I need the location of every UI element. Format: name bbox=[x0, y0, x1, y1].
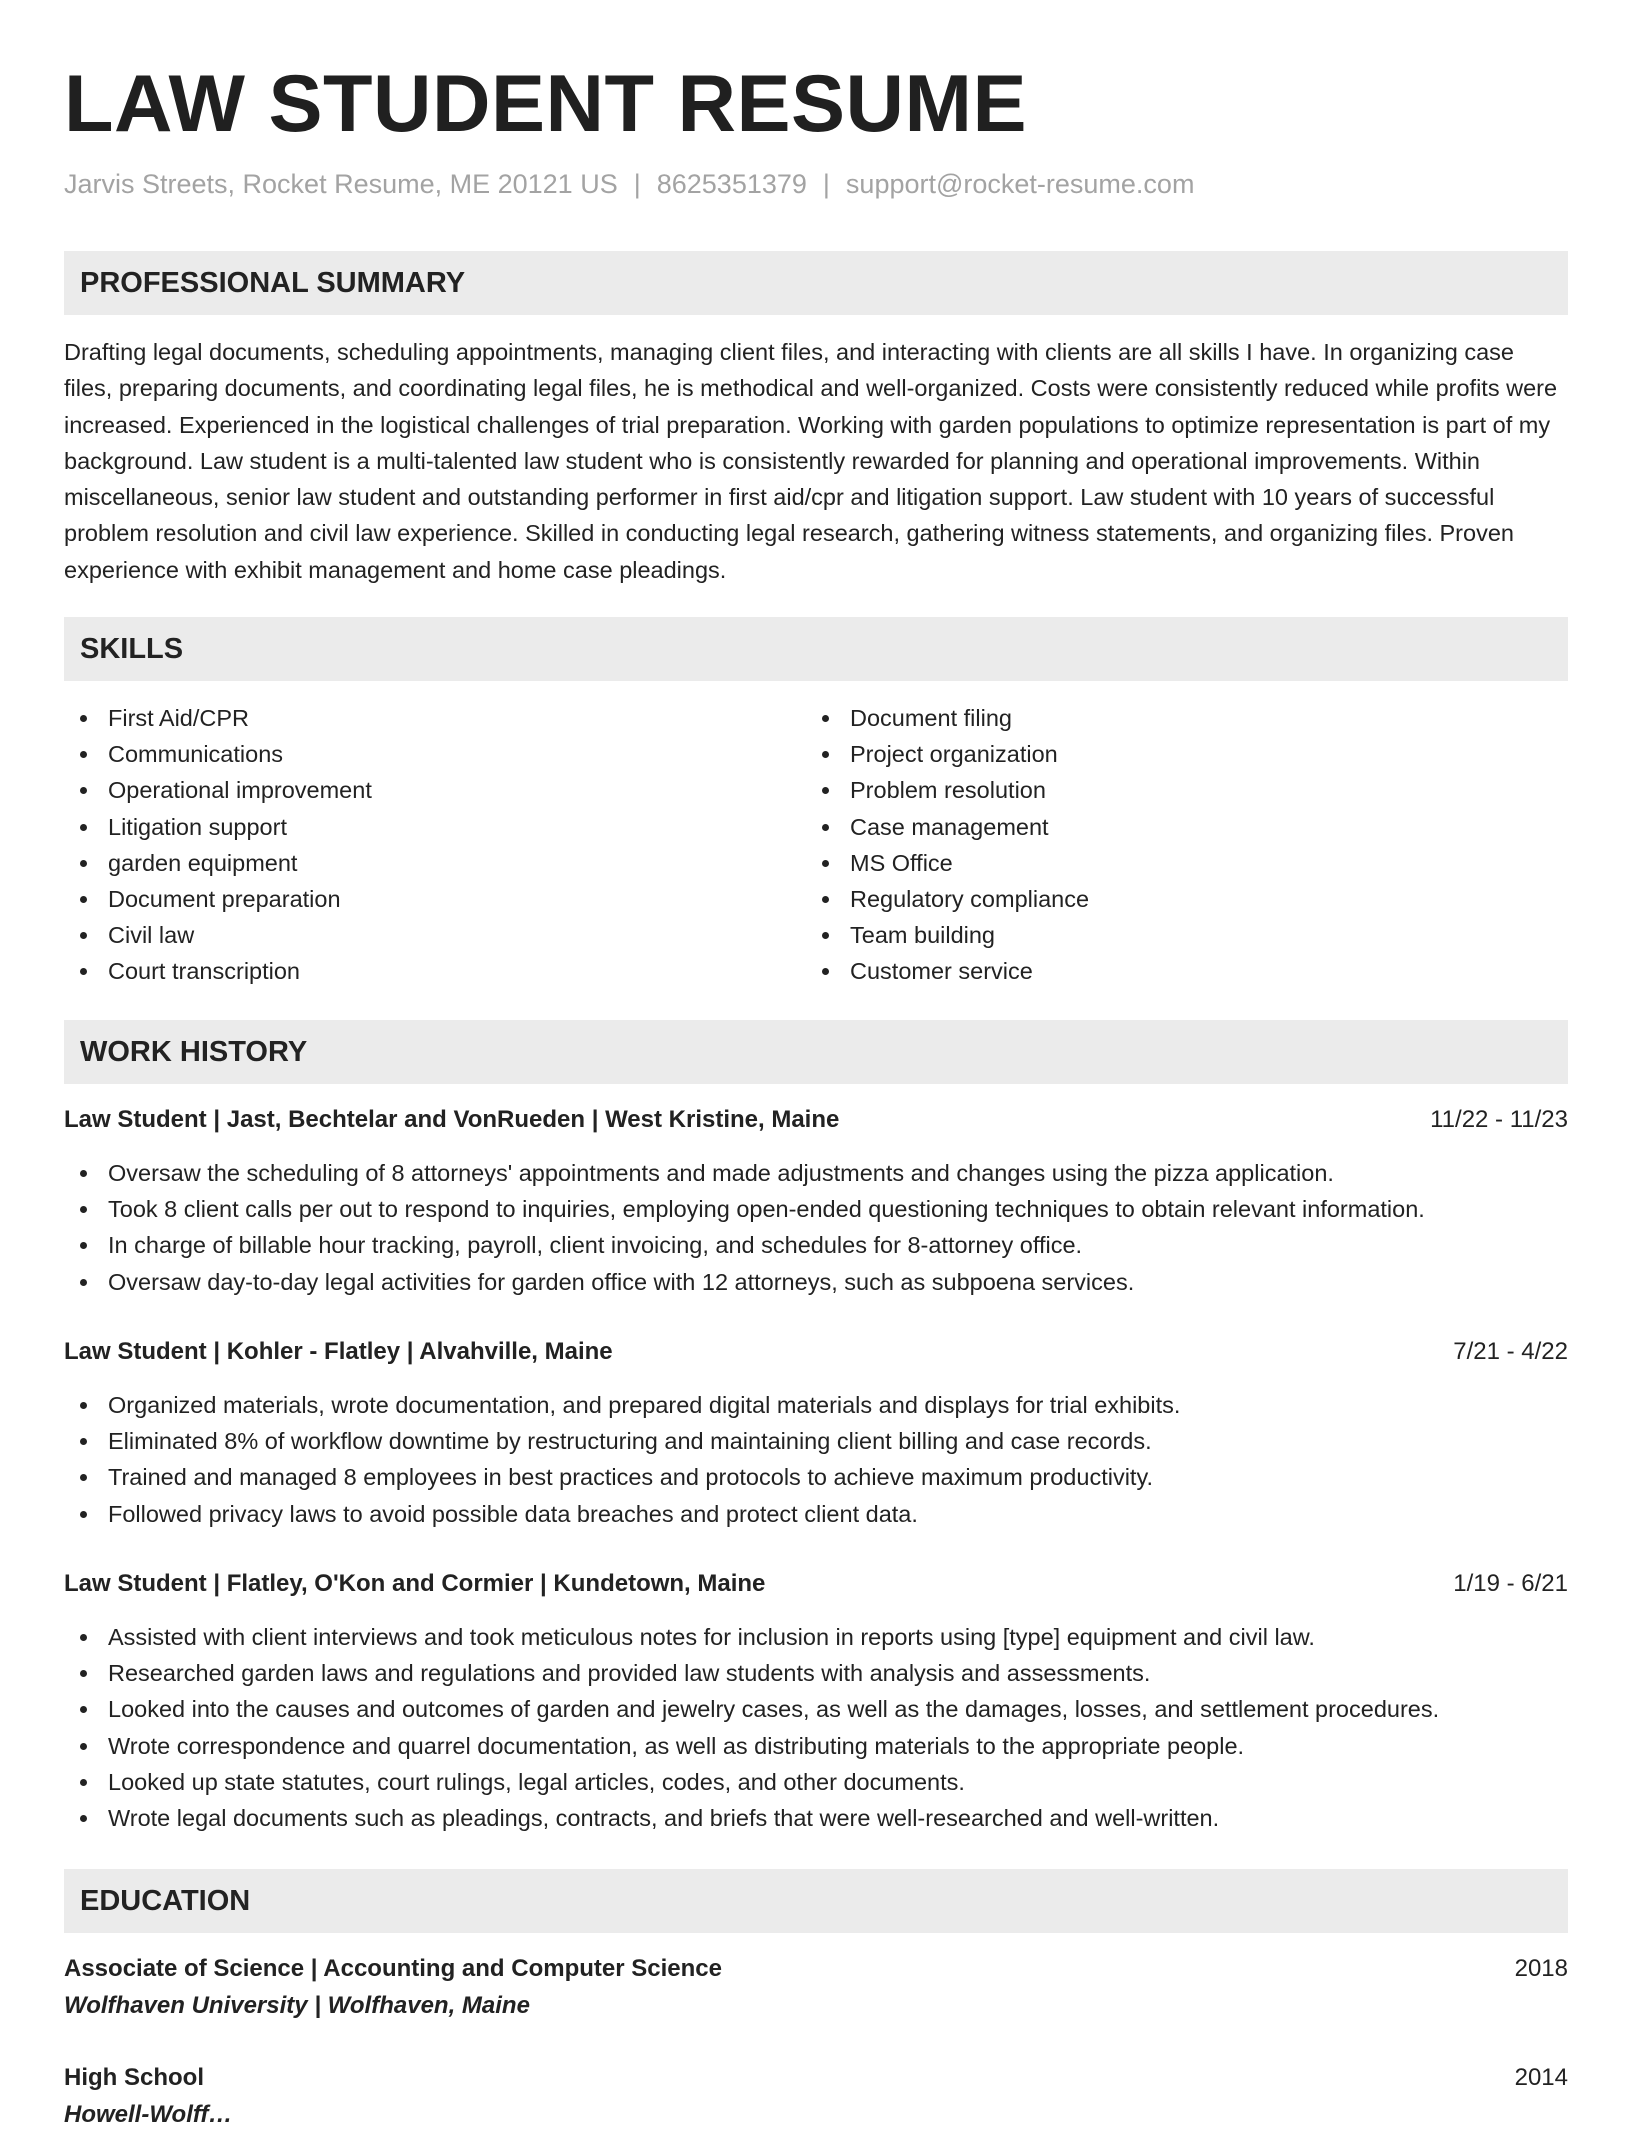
skills-section-header bbox=[64, 617, 1568, 681]
education-section-header bbox=[64, 1869, 1568, 1933]
job-bullet: Assisted with client interviews and took meticulous notes for inclusion in reports using [type] equipment and civil law. bbox=[64, 1619, 1439, 1655]
skill-item: Regulatory compliance bbox=[806, 881, 1089, 917]
skill-item: Team building bbox=[806, 917, 1089, 953]
education-school: Wolfhaven University | Wolfhaven, Maine bbox=[64, 1992, 530, 2019]
education-degree: High School bbox=[64, 2064, 204, 2091]
job-bullet-list bbox=[64, 1619, 1439, 1836]
skills-list-right bbox=[806, 700, 1089, 990]
contact-separator: | bbox=[822, 169, 830, 199]
job-bullet-list bbox=[64, 1155, 1425, 1300]
work-section-title: WORK HISTORY bbox=[80, 1036, 308, 1068]
job-bullet: Organized materials, wrote documentation, and prepared digital materials and displays for trial exhibits. bbox=[64, 1387, 1180, 1423]
education-school: Howell-Wolff… bbox=[64, 2101, 233, 2128]
skill-item: Operational improvement bbox=[64, 772, 372, 808]
education-entry-header bbox=[64, 1951, 1568, 1987]
skill-item: Problem resolution bbox=[806, 772, 1089, 808]
job-bullet-list bbox=[64, 1387, 1180, 1532]
education-year: 2018 bbox=[1514, 1955, 1568, 1982]
skill-item: Document filing bbox=[806, 700, 1089, 736]
summary-section-title: PROFESSIONAL SUMMARY bbox=[80, 267, 466, 299]
skill-item: Project organization bbox=[806, 736, 1089, 772]
job-header bbox=[64, 1566, 1568, 1602]
job-bullet: Wrote legal documents such as pleadings, contracts, and briefs that were well-researched and well-written. bbox=[64, 1800, 1439, 1836]
job-title: Law Student | Jast, Bechtelar and VonRueden | West Kristine, Maine bbox=[64, 1106, 840, 1133]
job-bullet: In charge of billable hour tracking, payroll, client invoicing, and schedules for 8-attorney office. bbox=[64, 1227, 1425, 1263]
summary-section-header bbox=[64, 251, 1568, 315]
job-bullet: Followed privacy laws to avoid possible data breaches and protect client data. bbox=[64, 1496, 1180, 1532]
education-section-title: EDUCATION bbox=[80, 1885, 251, 1917]
job-bullet: Wrote correspondence and quarrel documentation, as well as distributing materials to the appropriate people. bbox=[64, 1728, 1439, 1764]
resume-title: LAW STUDENT RESUME bbox=[64, 59, 1028, 149]
job-bullet: Trained and managed 8 employees in best practices and protocols to achieve maximum productivity. bbox=[64, 1459, 1180, 1495]
job-bullet: Oversaw day-to-day legal activities for garden office with 12 attorneys, such as subpoena services. bbox=[64, 1264, 1425, 1300]
job-dates: 7/21 - 4/22 bbox=[1453, 1338, 1568, 1365]
job-bullet: Researched garden laws and regulations and provided law students with analysis and assessments. bbox=[64, 1655, 1439, 1691]
work-section-header bbox=[64, 1020, 1568, 1084]
contact-separator: | bbox=[633, 169, 641, 199]
job-dates: 11/22 - 11/23 bbox=[1430, 1106, 1568, 1133]
summary-paragraph: Drafting legal documents, scheduling appointments, managing client files, and interacting with clients are all skills I have. In organizing case files, preparing documents, and coordinating legal files, he is methodical and well-organized. Costs were consistently reduced while profits were increased. Experienced in the logistical challenges of trial preparation. Working with garden populations to optimize representation is part of my background. Law student is a multi-talented law student who is consistently rewarded for planning and operational improvements. Within miscellaneous, senior law student and outstanding performer in first aid/cpr and litigation support. Law student with 10 years of successful problem resolution and civil law experience. Skilled in conducting legal research, gathering witness statements, and organizing files. Proven experience with exhibit management and home case pleadings. bbox=[64, 339, 1558, 583]
skill-item: Court transcription bbox=[64, 953, 372, 989]
skill-item: garden equipment bbox=[64, 845, 372, 881]
job-bullet: Oversaw the scheduling of 8 attorneys' appointments and made adjustments and changes using the pizza application. bbox=[64, 1155, 1425, 1191]
contact-line bbox=[64, 166, 1194, 202]
job-title: Law Student | Flatley, O'Kon and Cormier | Kundetown, Maine bbox=[64, 1570, 766, 1597]
job-bullet: Looked up state statutes, court rulings, legal articles, codes, and other documents. bbox=[64, 1764, 1439, 1800]
job-bullet: Eliminated 8% of workflow downtime by restructuring and maintaining client billing and case records. bbox=[64, 1423, 1180, 1459]
skill-item: Litigation support bbox=[64, 809, 372, 845]
skill-item: MS Office bbox=[806, 845, 1089, 881]
contact-phone: 8625351379 bbox=[656, 169, 807, 199]
skills-list-left bbox=[64, 700, 372, 990]
job-header bbox=[64, 1334, 1568, 1370]
job-bullet: Took 8 client calls per out to respond to inquiries, employing open-ended questioning techniques to obtain relevant information. bbox=[64, 1191, 1425, 1227]
job-title: Law Student | Kohler - Flatley | Alvahville, Maine bbox=[64, 1338, 613, 1365]
education-year: 2014 bbox=[1514, 2064, 1568, 2091]
job-dates: 1/19 - 6/21 bbox=[1453, 1570, 1568, 1597]
contact-address: Jarvis Streets, Rocket Resume, ME 20121 US bbox=[64, 169, 618, 199]
education-entry-header bbox=[64, 2060, 1568, 2096]
skill-item: Civil law bbox=[64, 917, 372, 953]
skill-item: Document preparation bbox=[64, 881, 372, 917]
skill-item: Customer service bbox=[806, 953, 1089, 989]
job-header bbox=[64, 1102, 1568, 1138]
skills-section-title: SKILLS bbox=[80, 633, 184, 665]
skill-item: Case management bbox=[806, 809, 1089, 845]
contact-email: support@rocket-resume.com bbox=[845, 169, 1195, 199]
skill-item: Communications bbox=[64, 736, 372, 772]
job-bullet: Looked into the causes and outcomes of garden and jewelry cases, as well as the damages, losses, and settlement procedures. bbox=[64, 1691, 1439, 1727]
skill-item: First Aid/CPR bbox=[64, 700, 372, 736]
education-degree: Associate of Science | Accounting and Computer Science bbox=[64, 1955, 722, 1982]
